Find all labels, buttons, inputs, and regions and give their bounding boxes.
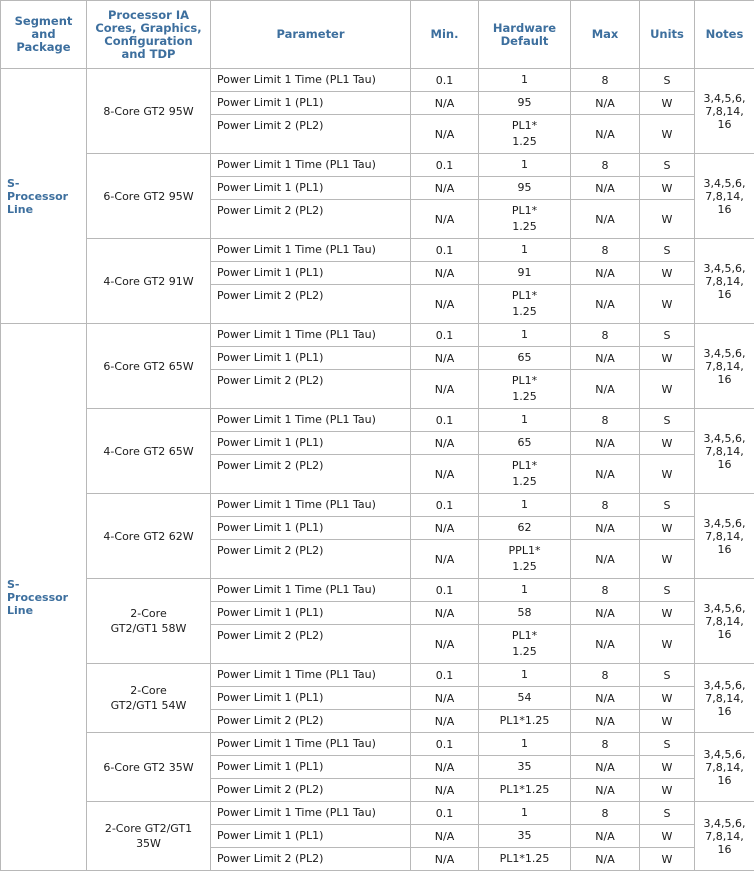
max-cell: N/A [571, 177, 640, 200]
min-cell: 0.1 [411, 324, 479, 347]
table-row [1, 324, 754, 347]
parameter-cell: Power Limit 2 (PL2) [211, 285, 411, 324]
default-cell: 1 [479, 154, 571, 177]
min-cell: N/A [411, 347, 479, 370]
min-cell: N/A [411, 177, 479, 200]
min-cell: 0.1 [411, 579, 479, 602]
min-cell: 0.1 [411, 664, 479, 687]
default-cell: PL1* 1.25 [479, 200, 571, 239]
min-cell: N/A [411, 370, 479, 409]
processor-config-cell: 4-Core GT2 91W [87, 239, 211, 324]
max-cell: N/A [571, 285, 640, 324]
header-units: Units [640, 1, 695, 69]
units-cell: W [640, 200, 695, 239]
max-cell: N/A [571, 262, 640, 285]
default-cell: PL1* 1.25 [479, 115, 571, 154]
notes-cell: 3,4,5,6, 7,8,14, 16 [695, 579, 754, 664]
max-cell: N/A [571, 200, 640, 239]
default-cell: 95 [479, 92, 571, 115]
units-cell: S [640, 802, 695, 825]
parameter-cell: Power Limit 1 Time (PL1 Tau) [211, 579, 411, 602]
table-row [1, 154, 754, 177]
parameter-cell: Power Limit 2 (PL2) [211, 848, 411, 871]
parameter-cell: Power Limit 2 (PL2) [211, 455, 411, 494]
max-cell: N/A [571, 432, 640, 455]
units-cell: W [640, 602, 695, 625]
max-cell: 8 [571, 802, 640, 825]
segment-cell: S- Processor Line [1, 324, 87, 871]
parameter-cell: Power Limit 1 Time (PL1 Tau) [211, 664, 411, 687]
parameter-cell: Power Limit 1 Time (PL1 Tau) [211, 154, 411, 177]
units-cell: W [640, 115, 695, 154]
max-cell: N/A [571, 347, 640, 370]
parameter-cell: Power Limit 1 (PL1) [211, 347, 411, 370]
default-cell: 35 [479, 756, 571, 779]
parameter-cell: Power Limit 1 (PL1) [211, 177, 411, 200]
min-cell: N/A [411, 625, 479, 664]
notes-cell: 3,4,5,6, 7,8,14, 16 [695, 239, 754, 324]
parameter-cell: Power Limit 1 Time (PL1 Tau) [211, 239, 411, 262]
parameter-cell: Power Limit 2 (PL2) [211, 370, 411, 409]
processor-config-cell: 6-Core GT2 35W [87, 733, 211, 802]
max-cell: N/A [571, 540, 640, 579]
units-cell: S [640, 579, 695, 602]
units-cell: W [640, 285, 695, 324]
default-cell: PPL1* 1.25 [479, 540, 571, 579]
table-row [1, 239, 754, 262]
default-cell: 54 [479, 687, 571, 710]
table-row [1, 733, 754, 756]
units-cell: W [640, 687, 695, 710]
units-cell: S [640, 69, 695, 92]
default-cell: 58 [479, 602, 571, 625]
min-cell: N/A [411, 687, 479, 710]
parameter-cell: Power Limit 1 (PL1) [211, 432, 411, 455]
default-cell: PL1*1.25 [479, 779, 571, 802]
units-cell: W [640, 625, 695, 664]
max-cell: N/A [571, 687, 640, 710]
processor-config-cell: 6-Core GT2 65W [87, 324, 211, 409]
max-cell: 8 [571, 579, 640, 602]
min-cell: N/A [411, 262, 479, 285]
min-cell: 0.1 [411, 154, 479, 177]
parameter-cell: Power Limit 1 (PL1) [211, 92, 411, 115]
min-cell: N/A [411, 115, 479, 154]
min-cell: 0.1 [411, 409, 479, 432]
table-row [1, 409, 754, 432]
units-cell: W [640, 756, 695, 779]
processor-config-cell: 2-Core GT2/GT1 35W [87, 802, 211, 871]
parameter-cell: Power Limit 2 (PL2) [211, 625, 411, 664]
notes-cell: 3,4,5,6, 7,8,14, 16 [695, 802, 754, 871]
default-cell: 65 [479, 347, 571, 370]
min-cell: N/A [411, 779, 479, 802]
parameter-cell: Power Limit 2 (PL2) [211, 710, 411, 733]
units-cell: S [640, 239, 695, 262]
processor-config-cell: 2-Core GT2/GT1 58W [87, 579, 211, 664]
max-cell: N/A [571, 848, 640, 871]
units-cell: W [640, 262, 695, 285]
max-cell: N/A [571, 370, 640, 409]
default-cell: 62 [479, 517, 571, 540]
default-cell: PL1* 1.25 [479, 370, 571, 409]
header-parameter: Parameter [211, 1, 411, 69]
min-cell: 0.1 [411, 69, 479, 92]
units-cell: W [640, 370, 695, 409]
processor-config-cell: 2-Core GT2/GT1 54W [87, 664, 211, 733]
max-cell: 8 [571, 69, 640, 92]
min-cell: N/A [411, 710, 479, 733]
default-cell: 91 [479, 262, 571, 285]
max-cell: N/A [571, 779, 640, 802]
units-cell: W [640, 177, 695, 200]
max-cell: 8 [571, 409, 640, 432]
min-cell: N/A [411, 432, 479, 455]
max-cell: N/A [571, 756, 640, 779]
default-cell: 1 [479, 69, 571, 92]
max-cell: 8 [571, 494, 640, 517]
notes-cell: 3,4,5,6, 7,8,14, 16 [695, 154, 754, 239]
notes-cell: 3,4,5,6, 7,8,14, 16 [695, 733, 754, 802]
min-cell: N/A [411, 848, 479, 871]
units-cell: W [640, 848, 695, 871]
parameter-cell: Power Limit 1 Time (PL1 Tau) [211, 494, 411, 517]
units-cell: W [640, 455, 695, 494]
parameter-cell: Power Limit 1 (PL1) [211, 687, 411, 710]
default-cell: PL1*1.25 [479, 710, 571, 733]
header-row [1, 1, 754, 69]
header-max: Max [571, 1, 640, 69]
max-cell: 8 [571, 733, 640, 756]
parameter-cell: Power Limit 2 (PL2) [211, 779, 411, 802]
max-cell: N/A [571, 455, 640, 494]
parameter-cell: Power Limit 1 Time (PL1 Tau) [211, 324, 411, 347]
default-cell: 1 [479, 324, 571, 347]
max-cell: 8 [571, 324, 640, 347]
processor-config-cell: 4-Core GT2 65W [87, 409, 211, 494]
notes-cell: 3,4,5,6, 7,8,14, 16 [695, 664, 754, 733]
header-segment: Segment and Package [1, 1, 87, 69]
default-cell: 1 [479, 239, 571, 262]
units-cell: S [640, 733, 695, 756]
default-cell: 1 [479, 733, 571, 756]
max-cell: N/A [571, 625, 640, 664]
units-cell: S [640, 494, 695, 517]
units-cell: W [640, 779, 695, 802]
units-cell: W [640, 347, 695, 370]
default-cell: 1 [479, 494, 571, 517]
default-cell: 35 [479, 825, 571, 848]
units-cell: W [640, 432, 695, 455]
parameter-cell: Power Limit 1 (PL1) [211, 602, 411, 625]
max-cell: 8 [571, 154, 640, 177]
max-cell: 8 [571, 239, 640, 262]
min-cell: N/A [411, 455, 479, 494]
default-cell: 1 [479, 579, 571, 602]
parameter-cell: Power Limit 1 Time (PL1 Tau) [211, 802, 411, 825]
header-default: Hardware Default [479, 1, 571, 69]
processor-config-cell: 8-Core GT2 95W [87, 69, 211, 154]
units-cell: S [640, 409, 695, 432]
default-cell: PL1* 1.25 [479, 625, 571, 664]
units-cell: S [640, 154, 695, 177]
units-cell: S [640, 324, 695, 347]
default-cell: 1 [479, 802, 571, 825]
default-cell: PL1* 1.25 [479, 455, 571, 494]
parameter-cell: Power Limit 2 (PL2) [211, 115, 411, 154]
units-cell: W [640, 517, 695, 540]
segment-cell: S- Processor Line [1, 69, 87, 324]
table-row [1, 802, 754, 825]
min-cell: N/A [411, 602, 479, 625]
notes-cell: 3,4,5,6, 7,8,14, 16 [695, 494, 754, 579]
parameter-cell: Power Limit 2 (PL2) [211, 540, 411, 579]
parameter-cell: Power Limit 1 (PL1) [211, 825, 411, 848]
min-cell: N/A [411, 92, 479, 115]
max-cell: N/A [571, 92, 640, 115]
max-cell: N/A [571, 710, 640, 733]
units-cell: W [640, 540, 695, 579]
min-cell: N/A [411, 825, 479, 848]
parameter-cell: Power Limit 1 (PL1) [211, 756, 411, 779]
parameter-cell: Power Limit 1 Time (PL1 Tau) [211, 733, 411, 756]
min-cell: N/A [411, 517, 479, 540]
min-cell: N/A [411, 756, 479, 779]
header-processor: Processor IA Cores, Graphics, Configuration and TDP [87, 1, 211, 69]
default-cell: PL1* 1.25 [479, 285, 571, 324]
default-cell: PL1*1.25 [479, 848, 571, 871]
table-row [1, 664, 754, 687]
units-cell: W [640, 92, 695, 115]
notes-cell: 3,4,5,6, 7,8,14, 16 [695, 324, 754, 409]
table-row [1, 579, 754, 602]
max-cell: N/A [571, 115, 640, 154]
notes-cell: 3,4,5,6, 7,8,14, 16 [695, 409, 754, 494]
min-cell: 0.1 [411, 802, 479, 825]
header-notes: Notes [695, 1, 754, 69]
max-cell: N/A [571, 517, 640, 540]
units-cell: W [640, 825, 695, 848]
min-cell: N/A [411, 540, 479, 579]
default-cell: 65 [479, 432, 571, 455]
min-cell: 0.1 [411, 239, 479, 262]
notes-cell: 3,4,5,6, 7,8,14, 16 [695, 69, 754, 154]
min-cell: 0.1 [411, 494, 479, 517]
table-body [1, 69, 754, 871]
parameter-cell: Power Limit 1 (PL1) [211, 517, 411, 540]
parameter-cell: Power Limit 1 Time (PL1 Tau) [211, 69, 411, 92]
default-cell: 1 [479, 409, 571, 432]
parameter-cell: Power Limit 1 Time (PL1 Tau) [211, 409, 411, 432]
max-cell: N/A [571, 602, 640, 625]
parameter-cell: Power Limit 2 (PL2) [211, 200, 411, 239]
parameter-cell: Power Limit 1 (PL1) [211, 262, 411, 285]
units-cell: S [640, 664, 695, 687]
header-min: Min. [411, 1, 479, 69]
table-row [1, 494, 754, 517]
processor-config-cell: 6-Core GT2 95W [87, 154, 211, 239]
default-cell: 95 [479, 177, 571, 200]
min-cell: N/A [411, 200, 479, 239]
max-cell: 8 [571, 664, 640, 687]
min-cell: 0.1 [411, 733, 479, 756]
processor-config-cell: 4-Core GT2 62W [87, 494, 211, 579]
units-cell: W [640, 710, 695, 733]
table-row [1, 69, 754, 92]
max-cell: N/A [571, 825, 640, 848]
min-cell: N/A [411, 285, 479, 324]
default-cell: 1 [479, 664, 571, 687]
